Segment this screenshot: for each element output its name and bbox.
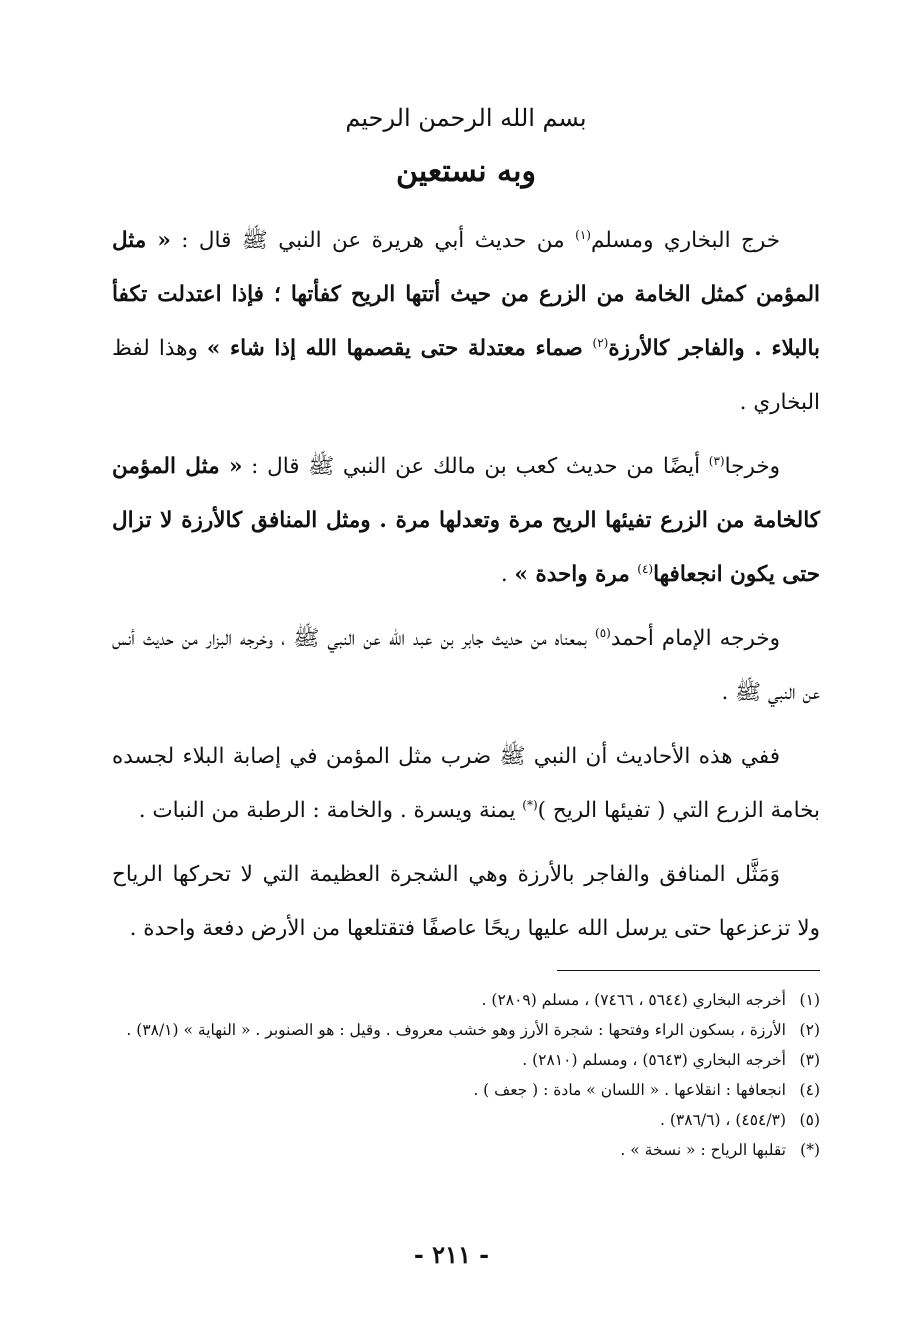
hadith-text: مرة واحدة » — [514, 562, 638, 587]
paragraph-5 — [112, 848, 820, 956]
text-span: أيضًا من حديث كعب بن مالك عن النبي ﷺ قال : — [242, 454, 709, 479]
footnotes-section — [112, 985, 820, 1165]
footnote-item — [112, 1045, 820, 1075]
footnote-text: انجعافها : انقلاعها . « اللسان » مادة : ( جعف ) . — [473, 1081, 786, 1099]
paragraph-1 — [112, 214, 820, 430]
text-span: من حديث أبي هريرة عن النبي ﷺ قال : — [170, 228, 576, 253]
footnote-item — [112, 1075, 820, 1105]
footnote-text: الأرزة ، بسكون الراء وفتحها : شجرة الأرز وهو خشب معروف . وقيل : هو الصنوبر . « النهاية » (٣٨/١) . — [126, 1021, 786, 1039]
footnote-number: (*) — [800, 1141, 820, 1159]
text-span: وخرجه الإمام أحمد — [610, 626, 780, 651]
footnote-ref-5[interactable]: (٥) — [595, 625, 611, 640]
footnote-number: (٢) — [799, 1021, 820, 1039]
basmala-heading: بسم الله الرحمن الرحيم — [345, 104, 587, 132]
subtitle-heading: وبه نستعين — [396, 154, 536, 189]
footnote-number: (١) — [799, 991, 820, 1009]
footnote-number: (٤) — [799, 1081, 820, 1099]
footnote-text: أخرجه البخاري (٥٦٤٤ ، ٧٤٦٦) ، مسلم (٢٨٠٩) . — [481, 991, 786, 1009]
footnote-number: (٣) — [799, 1051, 820, 1069]
text-span: وهذا لفظ البخاري . — [112, 336, 820, 415]
text-span: بمعناه من حديث جابر بن عبد الله عن النبي ﷺ ، وخرجه البزار من حديث أنس عن النبي ﷺ . — [112, 626, 820, 705]
footnote-ref-1[interactable]: (١) — [575, 227, 591, 242]
footnote-number: (٥) — [799, 1111, 820, 1129]
footnote-ref-2[interactable]: (٢) — [592, 335, 609, 350]
footnote-ref-3[interactable]: (٣) — [708, 453, 725, 468]
paragraph-3 — [112, 612, 820, 720]
text-span: . — [500, 562, 515, 587]
footnote-item — [112, 1135, 820, 1165]
paragraph-2 — [112, 440, 820, 602]
text-span: يمنة ويسرة . والخامة : الرطبة من النبات . — [138, 798, 523, 823]
footnote-ref-star[interactable]: (*) — [522, 797, 538, 812]
text-span: خرج البخاري ومسلم — [590, 228, 780, 253]
footnote-text: تقلبها الرياح : « نسخة » . — [620, 1141, 786, 1159]
footnote-item — [112, 985, 820, 1015]
text-span: ففي هذه الأحاديث أن النبي ﷺ ضرب مثل المؤمن في إصابة البلاء لجسده بخامة الزرع التي ( تفيئها الريح ) — [112, 744, 820, 823]
footnote-text: أخرجه البخاري (٥٦٤٣) ، ومسلم (٢٨١٠) . — [522, 1051, 786, 1069]
footnote-ref-4[interactable]: (٤) — [637, 561, 654, 576]
text-span: وَمَثَّل المنافق والفاجر بالأرزة وهي الشجرة العظيمة التي لا تحركها الرياح ولا تزعزعها حتى يرسل الله عليها ريحًا عاصفًا فتقتلعها من الأرض دفعة واحدة . — [112, 862, 820, 941]
footnote-text: (٤٥٤/٣) ، (٣٨٦/٦) . — [660, 1111, 786, 1129]
hadith-text: « مثل المؤمن كالخامة من الزرع تفيئها الريح مرة وتعدلها مرة . ومثل المنافق كالأرزة لا تزال حتى يكون انجعافها — [112, 454, 820, 587]
page-number: - ٢١١ - — [413, 1240, 490, 1269]
footnote-item — [112, 1015, 820, 1045]
hadith-text: صماء معتدلة حتى يقصمها الله إذا شاء » — [206, 336, 593, 361]
paragraph-4 — [112, 730, 820, 838]
footnote-item — [112, 1105, 820, 1135]
hadith-text: « مثل المؤمن كمثل الخامة من الزرع من حيث أتتها الريح كفأتها ؛ فإذا اعتدلت تكفأ بالبلاء . والفاجر كالأرزة — [112, 228, 820, 361]
text-span: وخرجا — [724, 454, 780, 479]
footnote-divider — [557, 970, 820, 971]
